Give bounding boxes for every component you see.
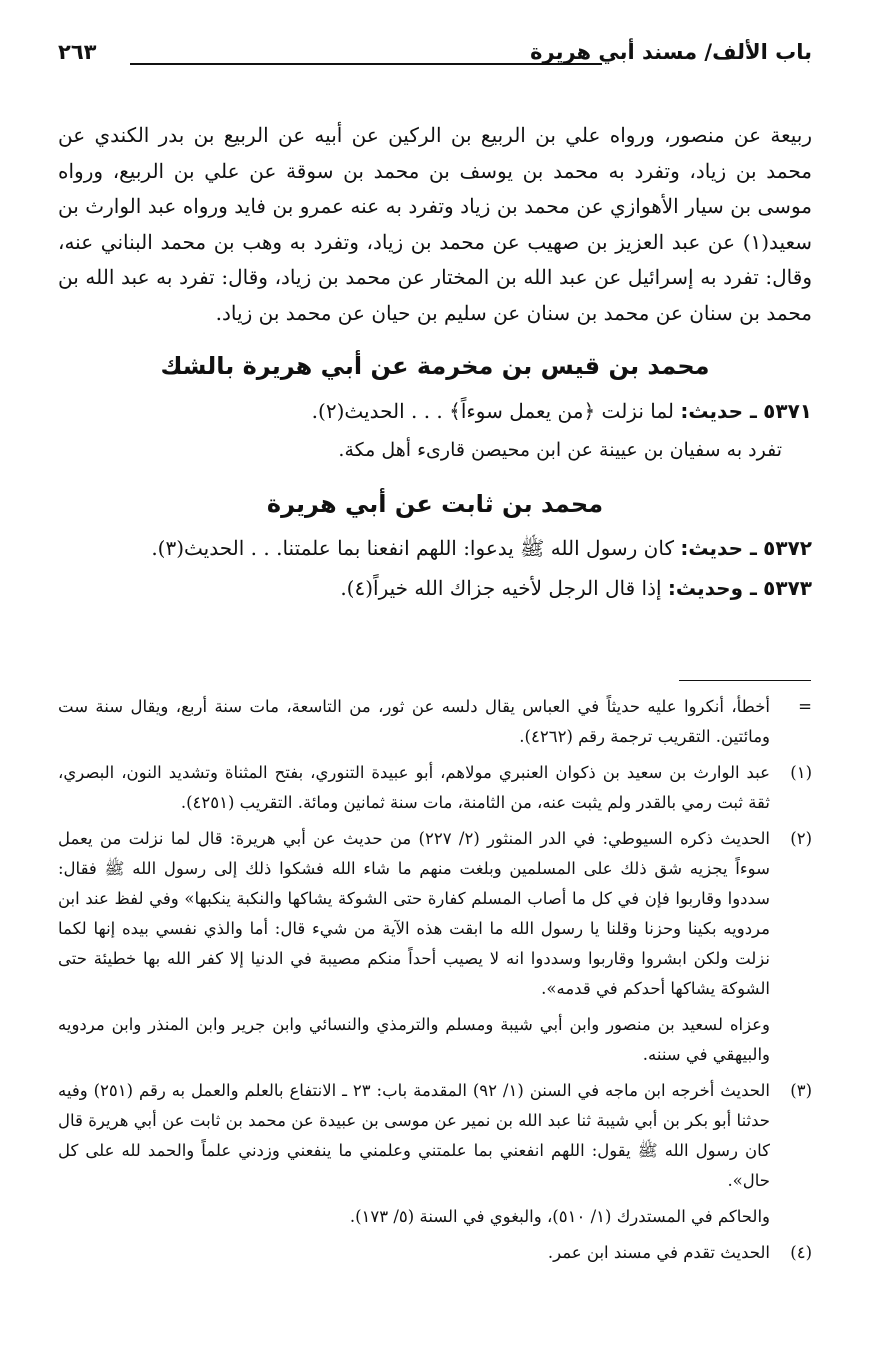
hadith-5372	[58, 528, 812, 568]
hadith-label: ـ وحديث:	[667, 576, 757, 600]
main-text	[58, 118, 812, 608]
footnote	[58, 1076, 812, 1196]
hadith-text: كان رسول الله ﷺ يدعوا: اللهم انفعنا بما علمتنا. . . الحديث(٣).	[151, 536, 674, 560]
footnote	[58, 1238, 812, 1268]
page-header	[58, 36, 812, 76]
footnote-text: الحديث تقدم في مسند ابن عمر.	[547, 1243, 770, 1262]
hadith-label: ـ حديث:	[680, 398, 757, 423]
footnotes	[58, 692, 812, 1274]
footnote-separator	[679, 680, 811, 681]
body-paragraph: ربيعة عن منصور، ورواه علي بن الربيع بن الركين عن أبيه عن الربيع بن بدر الكندي عن محمد بن زياد، وتفرد به محمد بن يوسف بن محمد بن سوقة عن علي بن الربيع، ورواه موسى بن سيار الأهوازي عن محمد بن زياد وتفرد به عنه عمرو بن فايد ورواه عبد الوارث بن سعيد(١) عن عبد العزيز بن صهيب عن محمد بن زياد، وتفرد به وهب بن محمد البناني عنه، وقال: تفرد به إسرائيل عن عبد الله بن المختار عن محمد بن زياد، وقال: تفرد به عبد الله بن محمد بن سنان عن محمد بن سنان عن سليم بن حيان عن محمد بن زياد.	[58, 123, 812, 325]
hadith-note: تفرد به سفيان بن عيينة عن ابن محيصن قارىء أهل مكة.	[338, 438, 782, 461]
hadith-number: ٥٣٧٢	[763, 536, 812, 560]
footnote-mark: (٤)	[790, 1243, 812, 1262]
footnote-continuation: والحاكم في المستدرك (١/ ٥١٠)، والبغوي في السنة (٥/ ١٧٣).	[349, 1207, 770, 1226]
footnote-text: أخطأ، أنكروا عليه حديثاً في العباس يقال دلسه عن ثور، من التاسعة، مات سنة أربع، ويقال سنة ست ومائتين. التقريب ترجمة رقم (٤٢٦٢).	[58, 697, 770, 746]
hadith-text: لما نزلت ﴿من يعمل سوءاً﴾ . . . الحديث(٢).	[311, 398, 674, 423]
hadith-text: إذا قال الرجل لأخيه جزاك الله خيراً(٤).	[340, 576, 662, 600]
footnote-mark: (٣)	[790, 1081, 812, 1100]
footnote-continuation: وعزاه لسعيد بن منصور وابن أبي شيبة ومسلم والترمذي والنسائي وابن جرير وابن المنذر وابن مردويه والبيهقي في سننه.	[58, 1015, 770, 1064]
footnote-mark: (١)	[790, 763, 812, 782]
hadith-number: ٥٣٧٣	[763, 576, 812, 600]
running-title: باب الألف/ مسند أبي هريرة	[530, 40, 812, 64]
footnote	[58, 692, 812, 752]
hadith-5373	[58, 568, 812, 608]
footnote	[58, 758, 812, 818]
hadith-number: ٥٣٧١	[763, 398, 812, 423]
hadith-5371	[58, 391, 812, 431]
footnote-text: عبد الوارث بن سعيد بن ذكوان العنبري مولاهم، أبو عبيدة التنوري، بفتح المثناة وتشديد النون، البصري، ثقة ثبت رمي بالقدر ولم يثبت عنه، من الثامنة، مات سنة ثمانين ومائة. التقريب (٤٢٥١).	[58, 763, 770, 812]
header-rule	[130, 63, 602, 65]
footnote-text: الحديث ذكره السيوطي: في الدر المنثور (٢/ ٢٢٧) من حديث عن أبي هريرة: قال لما نزلت من يعمل سوءاً يجزيه شق ذلك على المسلمين وبلغت منهم ما شاء الله فشكوا ذلك إلى رسول الله ﷺ فقال: سددوا وقاربوا فإن في كل ما أصاب المسلم كفارة حتى الشوكة يشاكها والنكبة ينكبها» وفي لفظ عند ابن مردويه بكينا وحزنا وقلنا يا رسول الله ما ابقت هذه الآية من شيء قال: أما والذي نفسي بيده إنها لكما نزلت ولكن ابشروا وقاربوا وسددوا انه لا يصيب أحداً منكم مصيبة في الدنيا إلا كفر الله بها خطيئة حتى الشوكة يشاكها أحدكم في قدمه».	[58, 829, 770, 998]
hadith-label: ـ حديث:	[680, 536, 757, 560]
footnote	[58, 824, 812, 1004]
footnote-mark: =	[798, 697, 812, 716]
footnote-mark: (٢)	[790, 829, 812, 848]
footnote-text: الحديث أخرجه ابن ماجه في السنن (١/ ٩٢) المقدمة باب: ٢٣ ـ الانتفاع بالعلم والعمل به رقم (٢٥١) وفيه حدثنا أبو بكر بن أبي شيبة ثنا عبد الله بن نمير عن موسى بن عبيدة عن محمد بن ثابت عن أبي هريرة قال كان رسول الله ﷺ يقول: اللهم انفعني بما علمتني وعلمني ما ينفعني وزدني علماً والحمد لله على كل حال».	[58, 1081, 771, 1190]
section-heading: محمد بن قيس بن مخرمة عن أبي هريرة بالشك	[160, 352, 710, 380]
section-heading: محمد بن ثابت عن أبي هريرة	[266, 489, 604, 518]
page-number: ٢٦٣	[58, 40, 97, 64]
